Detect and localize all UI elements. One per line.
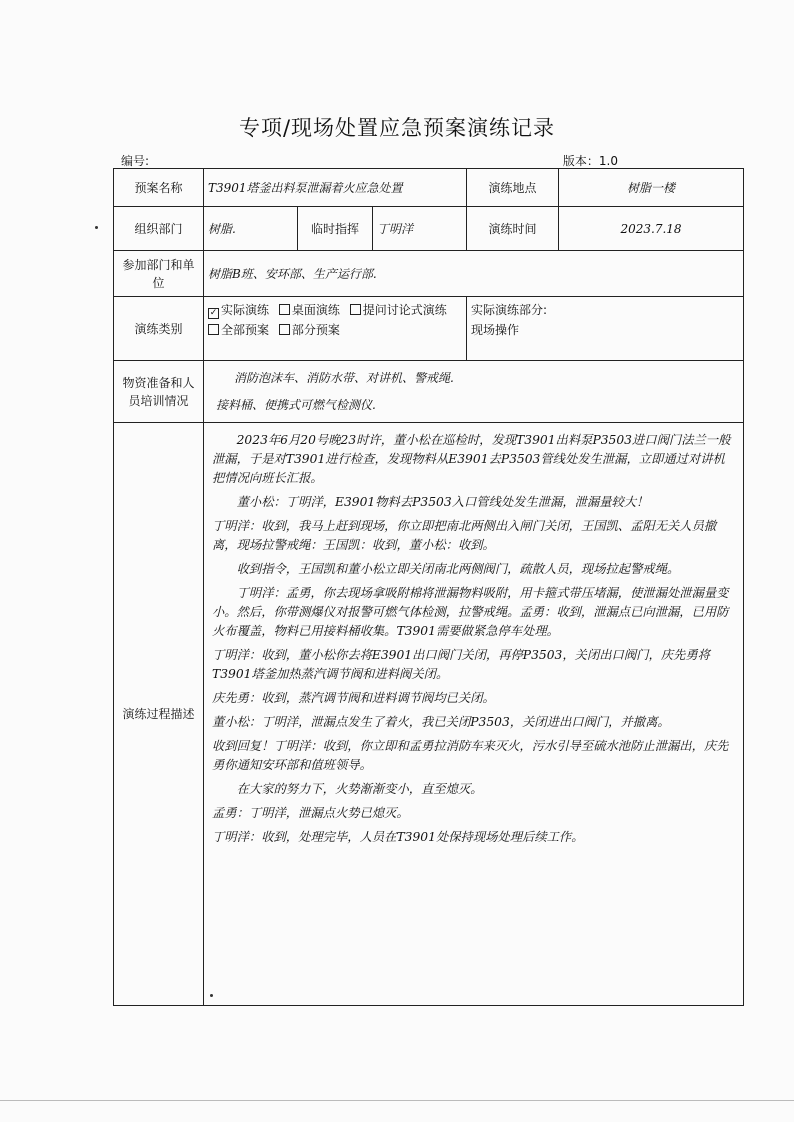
process-label: 演练过程描述 [114, 423, 204, 1006]
category-part [467, 297, 744, 361]
process-paragraph: 收到回复！丁明洋：收到，你立即和孟勇拉消防车来灭火，污水引导至硫水池防止泄漏出，庆先勇你通知安环部和值班领导。 [212, 739, 729, 772]
serial-number-label: 编号: [121, 154, 150, 168]
category-part-label: 实际演练部分: [471, 303, 548, 317]
drill-record-table [113, 168, 744, 1006]
materials-line-1: 消防泡沫车、消防水带、对讲机、警戒绳. [234, 370, 454, 385]
category-part-value: 现场操作 [471, 323, 520, 337]
participants-value: 树脂B班、安环部、生产运行部. [204, 251, 744, 297]
checkbox-icon [279, 304, 290, 315]
row-participants [114, 251, 744, 297]
category-options [204, 297, 467, 361]
process-paragraph: 丁明洋：孟勇，你去现场拿吸附棉将泄漏物料吸附，用卡箍式带压堵漏，使泄漏处泄漏量变小。然后，你带测爆仪对报警可燃气体检测，拉警戒绳。孟勇：收到，泄漏点已向泄漏，已用防火布覆盖，物料已用接料桶收集。T3901需要做紧急停车处理。 [212, 586, 729, 638]
option-partial-plan[interactable]: 部分预案 [279, 320, 340, 340]
version-label: 版本：1.0 [562, 154, 618, 168]
process-paragraph: 丁明洋：收到，处理完毕，人员在T3901处保持现场处理后续工作。 [212, 830, 584, 844]
option-tabletop-drill[interactable]: 桌面演练 [279, 300, 340, 320]
row-materials [114, 361, 744, 423]
scan-edge-line [0, 1100, 794, 1101]
process-paragraph: 收到指令，王国凯和董小松立即关闭南北两侧阀门，疏散人员，现场拉起警戒绳。 [236, 562, 680, 576]
scan-speck [95, 226, 98, 229]
row-organization [114, 207, 744, 251]
plan-name-label: 预案名称 [114, 169, 204, 207]
process-paragraph: 董小松：丁明洋，E3901物料去P3503入口管线处发生泄漏，泄漏量较大！ [236, 495, 649, 509]
location-label: 演练地点 [467, 169, 559, 207]
materials-line-2: 接料桶、便携式可燃气检测仪. [216, 397, 376, 412]
checkbox-icon [279, 324, 290, 335]
process-description [204, 423, 744, 1006]
process-paragraph: 在大家的努力下，火势渐渐变小，直至熄灭。 [236, 782, 483, 796]
scan-speck [210, 994, 213, 997]
process-paragraph: 丁明洋：收到，董小松你去将E3901出口阀门关闭，再停P3503，关闭出口阀门，庆先勇将T3901塔釜加热蒸汽调节阀和进料阀关闭。 [212, 648, 710, 681]
row-process [114, 423, 744, 1006]
org-value: 树脂. [204, 207, 298, 251]
option-discussion-drill[interactable]: 提问讨论式演练 [350, 303, 447, 317]
org-label: 组织部门 [114, 207, 204, 251]
checkbox-checked-icon: ✓ [209, 308, 218, 318]
plan-name-value: T3901塔釜出料泵泄漏着火应急处置 [204, 169, 467, 207]
time-value: 2023.7.18 [559, 207, 744, 251]
commander-value: 丁明洋 [373, 207, 467, 251]
commander-label: 临时指挥 [298, 207, 373, 251]
process-paragraph: 董小松：丁明洋，泄漏点发生了着火，我已关闭P3503，关闭进出口阀门，并撤离。 [212, 715, 670, 729]
option-full-plan[interactable]: 全部预案 [208, 320, 269, 340]
location-value: 树脂一楼 [559, 169, 744, 207]
time-label: 演练时间 [467, 207, 559, 251]
process-paragraph: 2023年6月20号晚23时许，董小松在巡检时，发现T3901出料泵P3503进口阀门法兰一般泄漏，于是对T3901进行检查，发现物料从E3901去P3503管线处发生泄漏，立即通过对讲机把情况向班长汇报。 [212, 433, 731, 485]
process-paragraph: 孟勇：丁明洋，泄漏点火势已熄灭。 [212, 806, 409, 820]
row-category [114, 297, 744, 361]
option-actual-drill[interactable]: ✓ 实际演练 [209, 303, 270, 318]
document-title: 专项/现场处置应急预案演练记录 [238, 116, 556, 140]
materials-value [204, 361, 744, 423]
process-paragraph: 庆先勇：收到，蒸汽调节阀和进料调节阀均已关闭。 [212, 691, 495, 705]
participants-label: 参加部门和单位 [114, 251, 204, 297]
process-paragraph: 丁明洋：收到，我马上赶到现场，你立即把南北两侧出入闸门关闭，王国凯、孟阳无关人员撤离，现场拉警戒绳：王国凯：收到，董小松：收到。 [212, 519, 717, 552]
checkbox-icon [350, 304, 361, 315]
category-label: 演练类别 [114, 297, 204, 361]
row-plan-name [114, 169, 744, 207]
materials-label: 物资准备和人员培训情况 [114, 361, 204, 423]
checkbox-icon [208, 324, 219, 335]
